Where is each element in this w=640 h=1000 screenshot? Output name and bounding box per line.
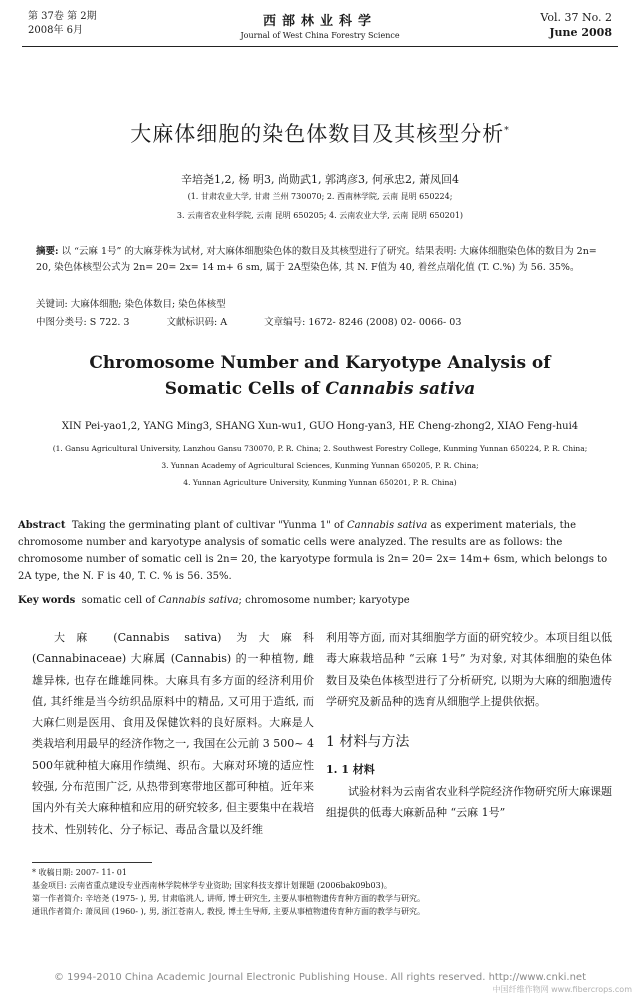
abstract-en-label: Abstract <box>18 520 66 531</box>
title-footnote-mark: * <box>504 126 510 136</box>
affiliation-cn-line-2: 3. 云南省农业科学院, 云南 昆明 650205; 4. 云南农业大学, 云南 昆明 650201) <box>176 211 464 220</box>
paper-title-cn <box>0 118 640 148</box>
journal-name-en: Journal of West China Forestry Science <box>240 31 400 40</box>
authors-cn: 辛培尧1,2, 杨 明3, 尚勋武1, 郭鸿彦3, 何承忠2, 萧凤回4 <box>181 173 459 186</box>
keywords-en-text-2: ; chromosome number; karyotype <box>238 595 410 606</box>
footnote-corresponding: 通讯作者简介: 萧凤回 (1960- ), 男, 浙江苍南人, 教授, 博士生导师, 主要从事植物遗传育种方面的教学与研究。 <box>32 907 426 916</box>
affiliation-en-line-3: 4. Yunnan Agriculture University, Kunming Yunnan 650201, P. R. China) <box>183 478 457 487</box>
affiliation-en-line-1: (1. Gansu Agricultural University, Lanzhou Gansu 730070, P. R. China; 2. Southwest Forestry College, Kunming Yunnan 650224, P. R. China; <box>52 444 588 453</box>
copyright-footer: © 1994-2010 China Academic Journal Electronic Publishing House. All rights reserved. http://www.cnki.net <box>54 972 586 983</box>
journal-name-cn: 西部林业科学 <box>262 14 377 29</box>
keywords-en-label: Key words <box>18 595 76 606</box>
date-cn: 2008年 6月 <box>28 25 83 36</box>
footnote-rule <box>32 862 152 863</box>
header-rule <box>22 46 618 47</box>
keywords-cn-label: 关键词: <box>36 299 68 310</box>
classification-line <box>36 314 606 328</box>
footnotes <box>32 866 612 918</box>
footnote-received: * 收稿日期: 2007- 11- 01 <box>32 868 127 877</box>
abstract-en-text-2: as experiment materials, the chromosome number and karyotype analysis of somatic cells were analyzed. The results are as follows: the chromosome number of somatic cell is 2n= 20, the karyotype formula is 2n= 20= 2x= 14m+ 6sm, which belongs to 2A type, the N. F is 40, T. C. % is 56. 35%. <box>18 520 608 582</box>
header-left <box>28 10 97 38</box>
site-watermark: 中国纤维作物网 www.fibercrops.com <box>492 985 632 994</box>
materials-paragraph: 试验材料为云南省农业科学院经济作物研究所大麻课题组提供的低毒大麻新品种 “云麻 1号” <box>326 784 612 820</box>
paper-title-en <box>0 350 640 402</box>
title-en-species: Cannabis sativa <box>325 379 476 399</box>
footnote-fund: 基金项目: 云南省重点建设专业西南林学院林学专业资助; 国家科技支撑计划课题 (2006bak09b03)。 <box>32 881 392 890</box>
footnote-first-author: 第一作者简介: 辛培尧 (1975- ), 男, 甘肃临洮人, 讲师, 博士研究生, 主要从事植物遗传育种方面的教学与研究。 <box>32 894 426 903</box>
volume-cn: 第 37卷 第 2期 <box>28 11 97 22</box>
volume-en: Vol. 37 No. 2 <box>540 11 612 24</box>
keywords-cn <box>36 296 606 310</box>
clc-number: 中图分类号: S 722. 3 <box>36 317 130 328</box>
keywords-en-species: Cannabis sativa <box>158 595 239 606</box>
title-en-prefix: Somatic Cells of <box>164 379 326 399</box>
title-en-line-2 <box>0 376 640 402</box>
intro-paragraph: 大麻 (Cannabis sativa) 为大麻科 (Cannabinaceae) 大麻属 (Cannabis) 的一种植物, 雌雄异株, 也存在雌雄同株。大麻具有多方面的经济利用价值, 其纤维是当今纺织品原料中的精品, 又可用于造纸, 而大麻仁则是医用、食用及保健饮料的良好原料。大麻是人类栽培利用最早的经济作物之一, 我国在公元前 3 500~ 4 500年就种植大麻用作绩绳、织布。大麻对环境的适应性较强, 分布范围广泛, 从热带到寒带地区都可种植。近年来国内外有关大麻种植和应用的研究较多, 但主要集中在栽培技术、性别转化、分子标记、毒品含量以及纤维 <box>32 631 314 836</box>
document-code: 文献标识码: A <box>166 317 228 328</box>
keywords-en <box>18 595 622 606</box>
keywords-cn-text: 大麻体细胞; 染色体数目; 染色体核型 <box>70 299 226 310</box>
keywords-en-text-1: somatic cell of <box>81 595 159 606</box>
affiliation-en-line-2: 3. Yunnan Academy of Agricultural Sciences, Kunming Yunnan 650205, P. R. China; <box>161 461 479 470</box>
abstract-en-species: Cannabis sativa <box>346 520 428 531</box>
abstract-cn <box>36 244 606 276</box>
affiliation-cn-line-1: (1. 甘肃农业大学, 甘肃 兰州 730070; 2. 西南林学院, 云南 昆明 650224; <box>187 192 453 201</box>
header-center <box>200 10 440 40</box>
abstract-cn-text: 以 “云麻 1号” 的大麻芽株为试材, 对大麻体细胞染色体的数目及其核型进行了研究。结果表明: 大麻体细胞染色体的数目为 2n= 20, 染色体核型公式为 2n= 20= 2x= 14 m+ 6 sm, 属于 2A型染色体, 其 N. F值为 40, 着丝点端化值 (T. C.%) 为 56. 35%。 <box>36 246 597 273</box>
body-column-left <box>32 627 314 840</box>
subsection-heading-materials: 1. 1 材料 <box>326 763 375 777</box>
abstract-en <box>18 517 622 585</box>
title-cn-text: 大麻体细胞的染色体数目及其核型分析 <box>130 122 505 146</box>
header-right <box>540 10 612 40</box>
article-number: 文章编号: 1672- 8246 (2008) 02- 0066- 03 <box>264 317 462 328</box>
section-heading-materials-methods: 1 材料与方法 <box>326 734 410 751</box>
abstract-en-text-1: Taking the germinating plant of cultivar "Yunma 1" of <box>71 520 347 531</box>
abstract-cn-label: 摘要: <box>36 246 59 257</box>
intro-paragraph-continued: 利用等方面, 而对其细胞学方面的研究较少。本项目组以低毒大麻栽培品种 “云麻 1号” 为对象, 对其体细胞的染色体数目及染色体核型进行了分析研究, 以期为大麻的细胞遗传学研究及新品种的选育从细胞学上提供依据。 <box>326 631 612 708</box>
authors-en: XIN Pei-yao1,2, YANG Ming3, SHANG Xun-wu1, GUO Hong-yan3, HE Cheng-zhong2, XIAO Feng-hui4 <box>61 421 579 432</box>
date-en: June 2008 <box>549 26 612 39</box>
title-en-line-1: Chromosome Number and Karyotype Analysis of <box>89 353 551 373</box>
body-column-right <box>326 627 612 823</box>
